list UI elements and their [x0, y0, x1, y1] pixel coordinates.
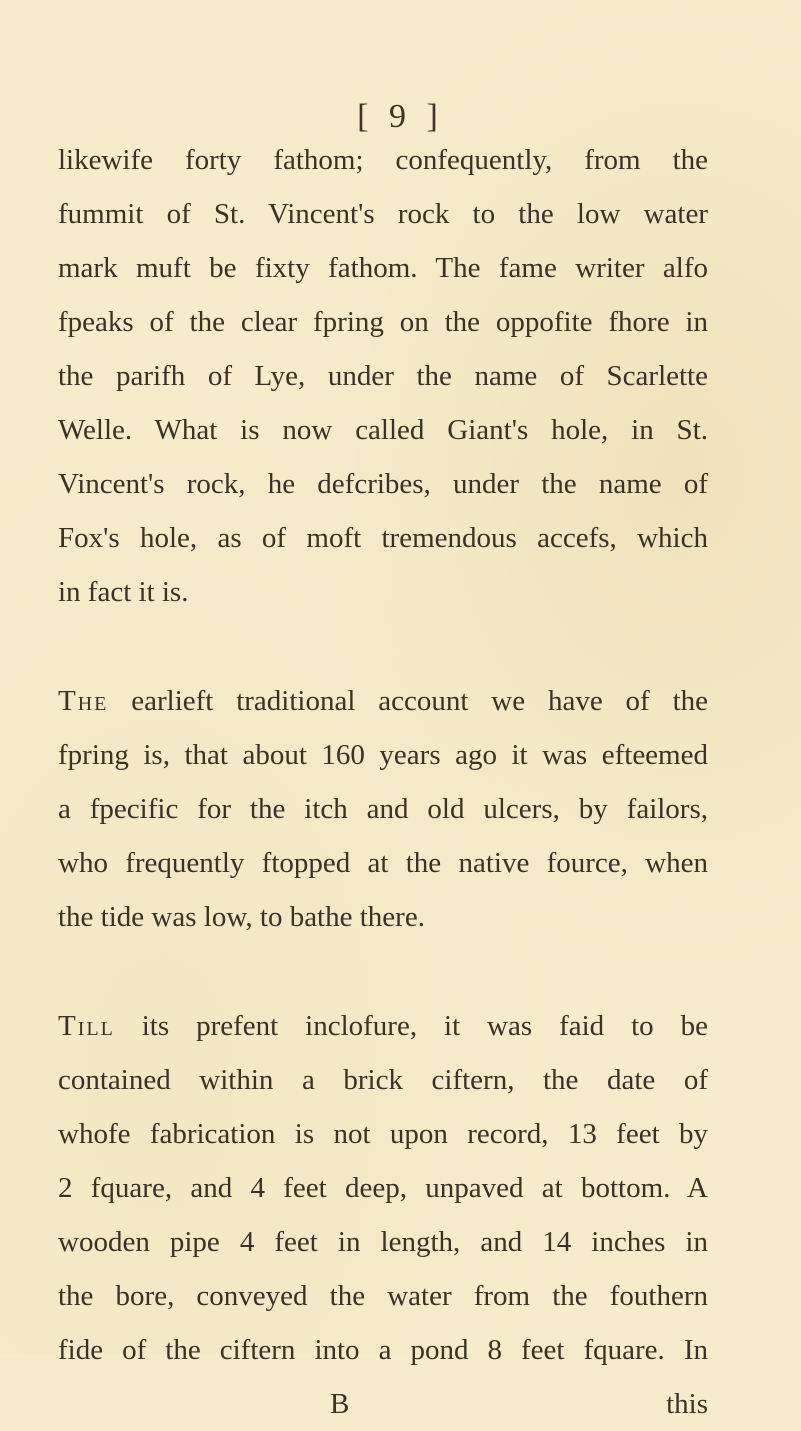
text-line: fide of the ciftern into a pond 8 feet fquare. In	[58, 1334, 708, 1366]
text-line: the bore, conveyed the water from the fouthern	[58, 1280, 708, 1312]
page-footer	[58, 1377, 708, 1431]
catchword: this	[666, 1388, 708, 1420]
text-line-first	[58, 999, 708, 1053]
paragraph-3	[58, 999, 708, 1377]
text-line-rest: earlieft traditional account we have of the	[108, 685, 708, 717]
text-line: 2 fquare, and 4 feet deep, unpaved at bottom. A	[58, 1172, 708, 1204]
paragraph-1	[58, 133, 708, 619]
text-line: fpeaks of the clear fpring on the oppofite fhore in	[58, 306, 708, 338]
text-line: who frequently ftopped at the native fource, when	[58, 847, 708, 879]
text-line-rest: its prefent inclofure, it was faid to be	[114, 1010, 708, 1042]
paragraph-lead-word: The	[58, 685, 109, 717]
text-line: the tide was low, to bathe there.	[58, 901, 425, 933]
text-line: mark muft be fixty fathom. The fame writer alfo	[58, 252, 708, 284]
body-text	[58, 133, 708, 1431]
paragraph-lead-word: Till	[58, 1010, 115, 1042]
text-line: Vincent's rock, he defcribes, under the name of	[58, 468, 708, 500]
text-line: fpring is, that about 160 years ago it was efteemed	[58, 739, 708, 771]
text-line: in fact it is.	[58, 576, 189, 608]
paragraph-gap	[58, 944, 708, 999]
text-line-first	[58, 674, 708, 728]
paragraph-gap	[58, 619, 708, 674]
text-line: Fox's hole, as of moft tremendous accefs, which	[58, 522, 708, 554]
text-line: whofe fabrication is not upon record, 13 feet by	[58, 1118, 708, 1150]
text-line: contained within a brick ciftern, the date of	[58, 1064, 708, 1096]
text-line: a fpecific for the itch and old ulcers, by failors,	[58, 793, 708, 825]
signature-mark: B	[330, 1388, 350, 1420]
text-line: likewife forty fathom; confequently, from the	[58, 144, 708, 176]
page-number-header: [ 9 ]	[357, 98, 444, 135]
text-line: Welle. What is now called Giant's hole, in St.	[58, 414, 708, 446]
text-line: wooden pipe 4 feet in length, and 14 inches in	[58, 1226, 708, 1258]
text-line: fummit of St. Vincent's rock to the low water	[58, 198, 708, 230]
paragraph-2	[58, 674, 708, 944]
text-line: the parifh of Lye, under the name of Scarlette	[58, 360, 708, 392]
